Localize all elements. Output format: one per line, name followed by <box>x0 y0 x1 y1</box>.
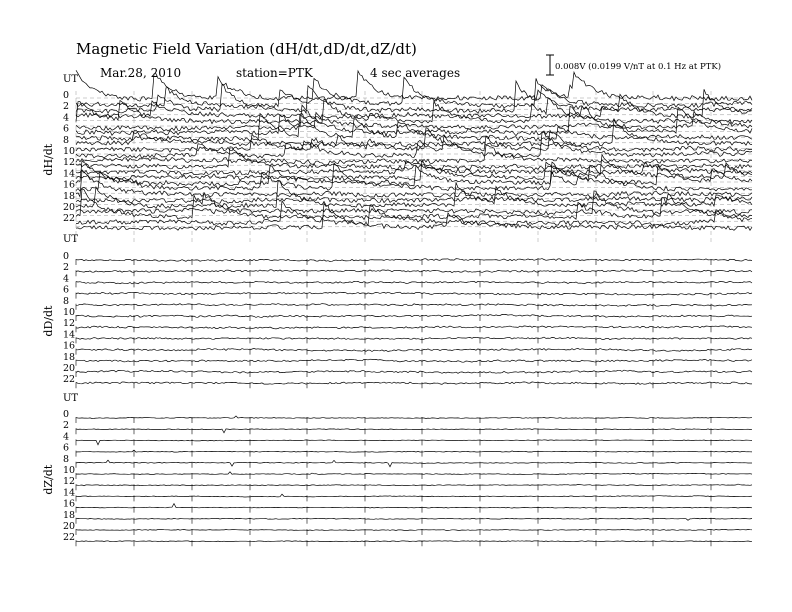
ut-tick-label: 22 <box>63 374 76 386</box>
ut-tick-label: 4 <box>63 273 70 285</box>
ut-tick-label: 14 <box>63 168 76 180</box>
panel-ylabel: dH/dt <box>42 143 55 176</box>
trace-line <box>76 337 752 340</box>
ut-tick-label: 2 <box>63 101 70 113</box>
averaging-label: 4 sec averages <box>370 66 461 80</box>
trace-line <box>76 359 752 362</box>
ut-tick-label: 6 <box>63 123 70 135</box>
ut-tick-label: 8 <box>63 295 70 307</box>
ut-tick-label: 16 <box>63 498 76 510</box>
trace-line <box>76 326 752 329</box>
panels <box>42 70 753 546</box>
ut-tick-label: 18 <box>63 509 76 521</box>
trace-line <box>76 349 752 352</box>
ut-tick-label: 4 <box>63 112 70 124</box>
ut-tick-label: 20 <box>63 521 76 532</box>
ut-tick-label: 12 <box>63 157 76 169</box>
ut-tick-label: 12 <box>63 318 76 330</box>
ut-tick-label: 0 <box>63 90 70 101</box>
ut-tick-label: 16 <box>63 179 76 191</box>
ut-tick-label: 20 <box>63 363 76 374</box>
station-label: station=PTK <box>236 66 313 80</box>
ut-tick-label: 2 <box>63 420 70 432</box>
panel-ylabel: dD/dt <box>42 305 55 337</box>
ut-tick-label: 16 <box>63 340 76 352</box>
trace-line <box>76 504 752 509</box>
trace-line <box>76 541 752 542</box>
trace-line <box>76 259 752 262</box>
ut-axis-label: UT <box>63 393 79 404</box>
trace-line <box>76 472 752 475</box>
trace-line <box>76 518 752 520</box>
trace-line <box>76 460 752 467</box>
panel-ylabel: dZ/dt <box>42 464 55 495</box>
ut-axis-label: UT <box>63 234 79 245</box>
ut-tick-label: 8 <box>63 134 70 146</box>
trace-line <box>76 484 752 486</box>
ut-tick-label: 0 <box>63 251 70 262</box>
ut-tick-label: 22 <box>63 532 76 544</box>
ut-tick-label: 18 <box>63 190 76 202</box>
ut-tick-label: 8 <box>63 453 70 465</box>
ut-tick-label: 18 <box>63 351 76 363</box>
trace-line <box>76 382 752 385</box>
trace-line <box>76 429 752 433</box>
ut-tick-label: 6 <box>63 442 70 454</box>
trace-line <box>76 494 752 497</box>
trace-line <box>76 191 752 215</box>
ut-tick-label: 2 <box>63 262 70 274</box>
ut-tick-label: 10 <box>63 307 76 318</box>
trace-line <box>76 281 752 284</box>
panel-dd-dt <box>42 234 752 388</box>
ut-tick-label: 0 <box>63 409 70 420</box>
ut-tick-label: 14 <box>63 487 76 499</box>
trace-line <box>76 270 752 273</box>
scale-bar-icon <box>546 55 554 75</box>
ut-tick-label: 14 <box>63 329 76 341</box>
panel-dh-dt <box>42 70 753 244</box>
ut-tick-label: 10 <box>63 465 76 476</box>
trace-line <box>76 304 752 307</box>
ut-tick-label: 4 <box>63 431 70 443</box>
trace-line <box>76 529 752 530</box>
trace-line <box>76 416 752 419</box>
ut-tick-label: 12 <box>63 476 76 488</box>
panel-dz-dt <box>42 393 752 546</box>
scale-note: 0.008V (0.0199 V/nT at 0.1 Hz at PTK) <box>555 62 722 72</box>
trace-line <box>76 292 752 295</box>
ut-tick-label: 6 <box>63 284 70 296</box>
date-label: Mar.28, 2010 <box>100 66 182 80</box>
figure-title: Magnetic Field Variation (dH/dt,dD/dt,dZ/dt) <box>76 40 417 58</box>
trace-line <box>76 450 752 452</box>
trace-line <box>76 315 752 318</box>
trace-line <box>76 370 752 373</box>
trace-line <box>76 440 752 445</box>
ut-axis-label: UT <box>63 74 79 85</box>
ut-tick-label: 22 <box>63 213 76 225</box>
ut-tick-label: 20 <box>63 202 76 213</box>
trace-line <box>76 197 752 204</box>
ut-tick-label: 10 <box>63 146 76 157</box>
